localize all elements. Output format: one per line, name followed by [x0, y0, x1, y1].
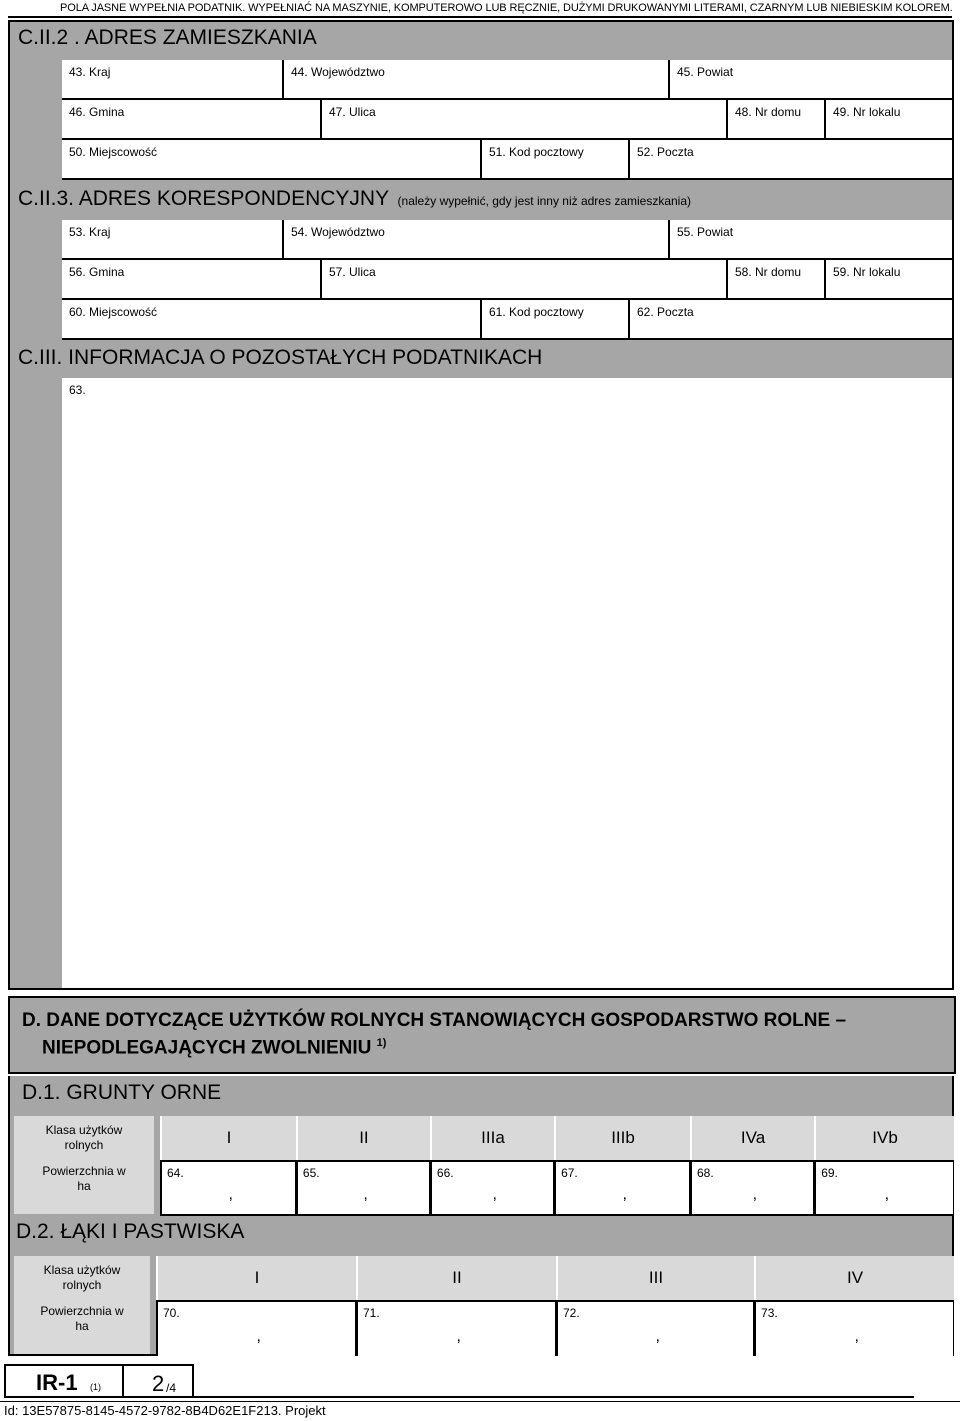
field-64-label: 64. — [167, 1166, 184, 1180]
decimal-separator: , — [752, 1186, 758, 1203]
field-52-post-office[interactable] — [630, 140, 954, 180]
field-47-label: 47. Ulica — [329, 105, 376, 119]
d2-class-III: III — [556, 1256, 754, 1300]
d2-area-label-text: Powierzchnia w ha — [40, 1304, 124, 1333]
section-d-title — [22, 1010, 942, 1059]
field-58-house-number[interactable] — [728, 260, 826, 300]
footer-rule — [194, 1396, 914, 1398]
section-c2-2-title: C.II.2 . ADRES ZAMIESZKANIA — [18, 26, 317, 49]
decimal-separator: , — [655, 1328, 660, 1345]
field-70-label: 70. — [163, 1306, 180, 1320]
decimal-separator: , — [256, 1328, 261, 1345]
field-61-label: 61. Kod pocztowy — [489, 305, 584, 319]
field-49-flat-number[interactable] — [826, 100, 954, 140]
field-59-flat-number[interactable] — [826, 260, 954, 300]
field-66-label: 66. — [436, 1166, 454, 1180]
footer-id-rule — [0, 1401, 960, 1402]
section-d-title-line2: NIEPODLEGAJĄCYCH ZWOLNIENIU — [42, 1037, 372, 1059]
d2-class-I: I — [156, 1256, 356, 1300]
decimal-separator: , — [884, 1186, 890, 1203]
decimal-separator: , — [456, 1328, 461, 1345]
field-70-area-I[interactable] — [156, 1302, 356, 1356]
d2-class-label-text: Klasa użytków rolnych — [43, 1263, 121, 1292]
field-65-label: 65. — [302, 1166, 320, 1180]
field-72-area-III[interactable] — [556, 1302, 754, 1356]
d1-class-II: II — [296, 1116, 430, 1160]
footnote-ref: 1) — [376, 1037, 387, 1049]
decimal-separator: , — [363, 1186, 368, 1203]
field-43-country[interactable] — [62, 60, 284, 100]
field-73-label: 73. — [761, 1306, 778, 1320]
form-code: IR-1 — [36, 1370, 78, 1395]
section-c3-title: C.III. INFORMACJA O POZOSTAŁYCH PODATNIKACH — [18, 346, 543, 369]
decimal-separator: , — [492, 1186, 497, 1203]
field-69-label: 69. — [821, 1166, 838, 1180]
section-c2-3-note: (należy wypełnić, gdy jest inny niż adres zamieszkania) — [397, 194, 692, 208]
d2-class-label — [14, 1256, 150, 1300]
field-65-area-II[interactable] — [296, 1162, 430, 1214]
field-45-label: 45. Powiat — [677, 65, 734, 79]
field-62-post-office[interactable] — [630, 300, 954, 340]
d1-class-row — [160, 1116, 954, 1160]
d1-class-I: I — [160, 1116, 296, 1160]
d2-area-label — [14, 1300, 150, 1354]
page-number-box — [122, 1364, 194, 1398]
section-d-title-line2-wrap — [42, 1032, 942, 1059]
top-divider — [8, 16, 952, 18]
field-54-voivodeship[interactable] — [284, 220, 670, 260]
section-c2-3-heading — [18, 187, 691, 211]
d1-class-label-text: Klasa użytków rolnych — [45, 1123, 123, 1152]
field-68-area-IVa[interactable] — [690, 1162, 814, 1214]
field-56-commune[interactable] — [62, 260, 322, 300]
d1-class-IVa: IVa — [690, 1116, 814, 1160]
field-45-county[interactable] — [670, 60, 954, 100]
field-64-area-I[interactable] — [160, 1162, 296, 1214]
section-c2-3-title: C.II.3. ADRES KORESPONDENCYJNY — [18, 187, 390, 210]
field-72-label: 72. — [563, 1306, 580, 1320]
d2-class-row — [156, 1256, 954, 1300]
field-52-label: 52. Poczta — [637, 145, 694, 159]
field-48-house-number[interactable] — [728, 100, 826, 140]
form-instructions: POLA JASNE WYPEŁNIA PODATNIK. WYPEŁNIAĆ NA MASZYNIE, KOMPUTEROWO LUB RĘCZNIE, DUŻYMI DRUKOWANYMI LITERAMI, CZARNYM LUB NIEBIESKIM KOLOREM. — [60, 2, 953, 14]
field-43-label: 43. Kraj — [69, 65, 111, 79]
field-48-label: 48. Nr domu — [735, 105, 802, 119]
field-63-label: 63. — [69, 383, 86, 397]
section-d2-title: D.2. ŁĄKI I PASTWISKA — [16, 1220, 245, 1243]
field-46-commune[interactable] — [62, 100, 322, 140]
d1-area-row — [160, 1160, 954, 1216]
field-57-street[interactable] — [322, 260, 728, 300]
d1-area-label-text: Powierzchnia w ha — [42, 1164, 126, 1193]
decimal-separator: , — [228, 1186, 233, 1203]
field-66-area-IIIa[interactable] — [430, 1162, 554, 1214]
field-68-label: 68. — [697, 1166, 714, 1180]
decimal-separator: , — [622, 1186, 627, 1203]
field-59-label: 59. Nr lokalu — [833, 265, 901, 279]
d1-class-IVb: IVb — [814, 1116, 954, 1160]
field-62-label: 62. Poczta — [637, 305, 694, 319]
field-73-area-IV[interactable] — [754, 1302, 954, 1356]
form-code-box — [4, 1364, 124, 1398]
field-44-label: 44. Województwo — [291, 65, 385, 79]
section-d-title-line1: D. DANE DOTYCZĄCE UŻYTKÓW ROLNYCH STANOWIĄCYCH GOSPODARSTWO ROLNE – — [22, 1010, 847, 1031]
field-53-label: 53. Kraj — [69, 225, 111, 239]
field-44-voivodeship[interactable] — [284, 60, 670, 100]
field-71-label: 71. — [363, 1306, 380, 1320]
field-67-label: 67. — [561, 1166, 578, 1180]
decimal-separator: , — [854, 1328, 859, 1345]
page-number: 2 — [152, 1371, 165, 1396]
field-51-postal-code[interactable] — [482, 140, 630, 180]
d1-class-IIIa: IIIa — [430, 1116, 554, 1160]
field-63-other-taxpayers[interactable] — [62, 378, 952, 988]
d2-class-IV: IV — [754, 1256, 954, 1300]
d2-class-II: II — [356, 1256, 556, 1300]
field-69-area-IVb[interactable] — [814, 1162, 954, 1214]
field-50-locality[interactable] — [62, 140, 482, 180]
field-46-label: 46. Gmina — [69, 105, 125, 119]
field-56-label: 56. Gmina — [69, 265, 125, 279]
form-variant: (1) — [90, 1382, 101, 1392]
field-53-country[interactable] — [62, 220, 284, 260]
field-55-county[interactable] — [670, 220, 954, 260]
d2-area-row — [156, 1300, 954, 1356]
d1-class-IIIb: IIIb — [554, 1116, 690, 1160]
d1-class-label — [14, 1116, 154, 1160]
field-47-street[interactable] — [322, 100, 728, 140]
field-50-label: 50. Miejscowość — [69, 145, 158, 159]
field-60-label: 60. Miejscowość — [69, 305, 158, 319]
field-67-area-IIIb[interactable] — [554, 1162, 690, 1214]
field-61-postal-code[interactable] — [482, 300, 630, 340]
field-60-locality[interactable] — [62, 300, 482, 340]
document-id: Id: 13E57875-8145-4572-9782-8B4D62E1F213. Projekt — [4, 1403, 326, 1418]
page-total: /4 — [166, 1381, 177, 1395]
field-49-label: 49. Nr lokalu — [833, 105, 901, 119]
field-71-area-II[interactable] — [356, 1302, 556, 1356]
d1-area-label — [14, 1160, 154, 1214]
field-54-label: 54. Województwo — [291, 225, 385, 239]
field-58-label: 58. Nr domu — [735, 265, 802, 279]
field-51-label: 51. Kod pocztowy — [489, 145, 584, 159]
field-55-label: 55. Powiat — [677, 225, 734, 239]
field-57-label: 57. Ulica — [329, 265, 376, 279]
section-d1-title: D.1. GRUNTY ORNE — [22, 1081, 222, 1104]
